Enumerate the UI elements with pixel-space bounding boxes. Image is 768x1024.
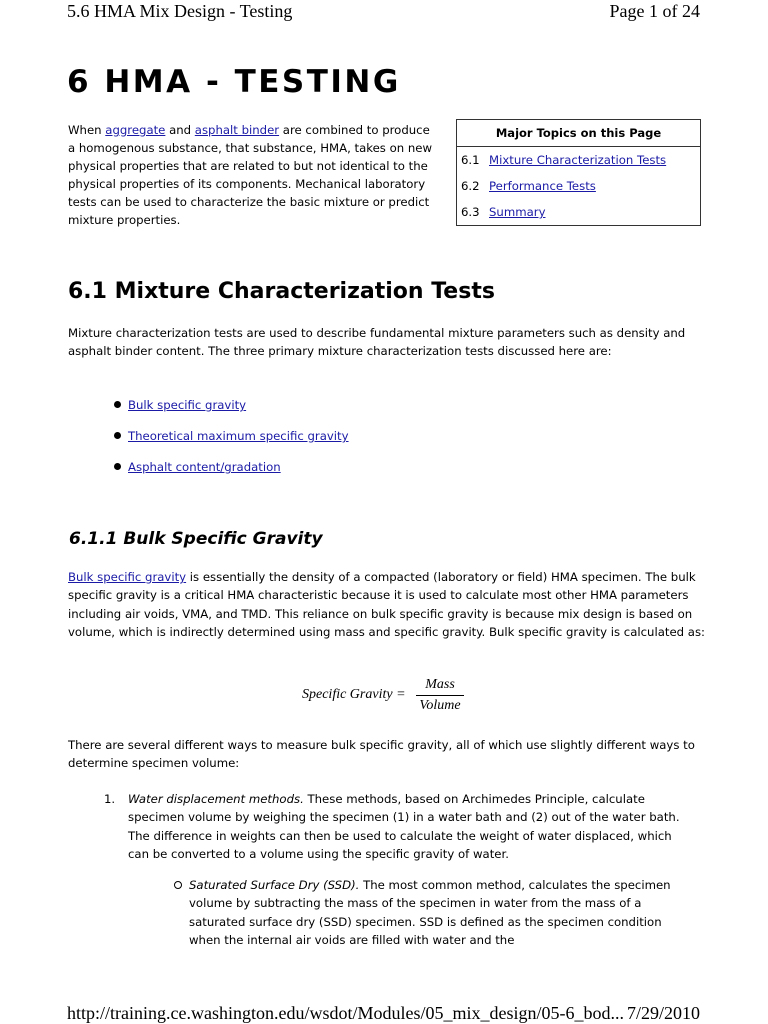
measurement-ways-paragraph: There are several different ways to measure bulk specific gravity, all of which use slightly different ways to determine specimen volume:	[68, 738, 695, 771]
list-item-body	[128, 790, 694, 863]
asphalt-binder-link[interactable]: asphalt binder	[194, 123, 280, 137]
sub-list-item	[174, 876, 694, 949]
aggregate-link[interactable]: aggregate	[105, 123, 166, 137]
intro-paragraph	[68, 121, 440, 229]
list-number: 1.	[104, 792, 116, 806]
intro-text-post: are combined to produce a homogenous substance, that substance, HMA, takes on new physical properties that are related to but not identical to the physical properties of its components. Mechanical laboratory tests can be used to characterize the basic mixture or predict mixture properties.	[68, 123, 433, 227]
section-6-1-heading: 6.1 Mixture Characterization Tests	[68, 279, 495, 304]
bulk-specific-gravity-link[interactable]: Bulk specific gravity	[128, 398, 247, 412]
circle-bullet-icon	[174, 881, 182, 889]
topic-link-mixture-characterization[interactable]: Mixture Characterization Tests	[489, 153, 667, 167]
page-number: Page 1 of 24	[609, 1, 700, 21]
list-item-term: Water displacement methods.	[128, 792, 304, 806]
bullet-icon	[114, 401, 121, 408]
page-header-title: 5.6 HMA Mix Design - Testing	[67, 1, 293, 21]
numbered-list-item	[104, 790, 694, 863]
page-footer-date: 7/29/2010	[626, 1003, 700, 1023]
bullet-icon	[114, 463, 121, 470]
asphalt-content-gradation-link[interactable]: Asphalt content/gradation	[128, 460, 281, 474]
sub-list-item-body	[189, 876, 694, 949]
theoretical-max-specific-gravity-link[interactable]: Theoretical maximum specific gravity	[128, 429, 349, 443]
topic-row	[457, 147, 700, 173]
section-6-1-paragraph: Mixture characterization tests are used to describe fundamental mixture parameters such as density and asphalt binder content. The three primary mixture characterization tests discussed here are:	[68, 326, 686, 359]
page-footer-url: http://training.ce.washington.edu/wsdot/Modules/05_mix_design/05-6_bod...	[67, 1003, 624, 1023]
sub-list-item-term: Saturated Surface Dry (SSD).	[189, 878, 360, 892]
topic-link-performance-tests[interactable]: Performance Tests	[489, 179, 596, 193]
formula-denominator: Volume	[419, 698, 461, 713]
formula-fraction	[416, 677, 464, 714]
formula-lhs: Specific Gravity =	[302, 687, 406, 702]
list-item-text: These methods, based on Archimedes Principle, calculate specimen volume by weighing the specimen (1) in a water bath and (2) out of the water bath. The difference in weights can then be used to calculate the weight of water displaced, which can be converted to a volume using the specific gravity of water.	[128, 792, 680, 861]
section-6-1-1-heading: 6.1.1 Bulk Specific Gravity	[69, 529, 323, 549]
intro-text-mid: and	[165, 123, 195, 137]
formula-numerator: Mass	[425, 677, 455, 692]
bullet-icon	[114, 432, 121, 439]
intro-text-pre: When	[68, 123, 106, 137]
topic-row	[457, 199, 700, 225]
topic-link-summary[interactable]: Summary	[489, 205, 546, 219]
list-item	[114, 429, 349, 443]
sub-list-item-text: The most common method, calculates the specimen volume by subtracting the mass of the specimen in water from the mass of a saturated surface dry (SSD) specimen. SSD is defined as the specimen condition when the internal air voids are filled with water and the	[189, 878, 671, 947]
section-6-1-1-paragraph	[68, 568, 708, 641]
page-title: 6 HMA - TESTING	[67, 64, 401, 100]
list-item	[114, 398, 246, 412]
topic-number: 6.2	[461, 179, 480, 193]
major-topics-box	[456, 119, 701, 226]
topic-row	[457, 173, 700, 199]
section-6-1-1-text: is essentially the density of a compacted (laboratory or field) HMA specimen. The bulk specific gravity is a critical HMA characteristic because it is used to calculate most other HMA parameters including air voids, VMA, and TMD. This reliance on bulk specific gravity is because mix design is based on volume, which is indirectly determined using mass and specific gravity. Bulk specific gravity is calculated as:	[68, 570, 705, 639]
bulk-specific-gravity-inline-link[interactable]: Bulk specific gravity	[68, 570, 187, 584]
topic-number: 6.1	[461, 153, 480, 167]
major-topics-title: Major Topics on this Page	[457, 120, 700, 147]
fraction-bar	[416, 695, 464, 696]
topic-number: 6.3	[461, 205, 480, 219]
list-item	[114, 460, 281, 474]
